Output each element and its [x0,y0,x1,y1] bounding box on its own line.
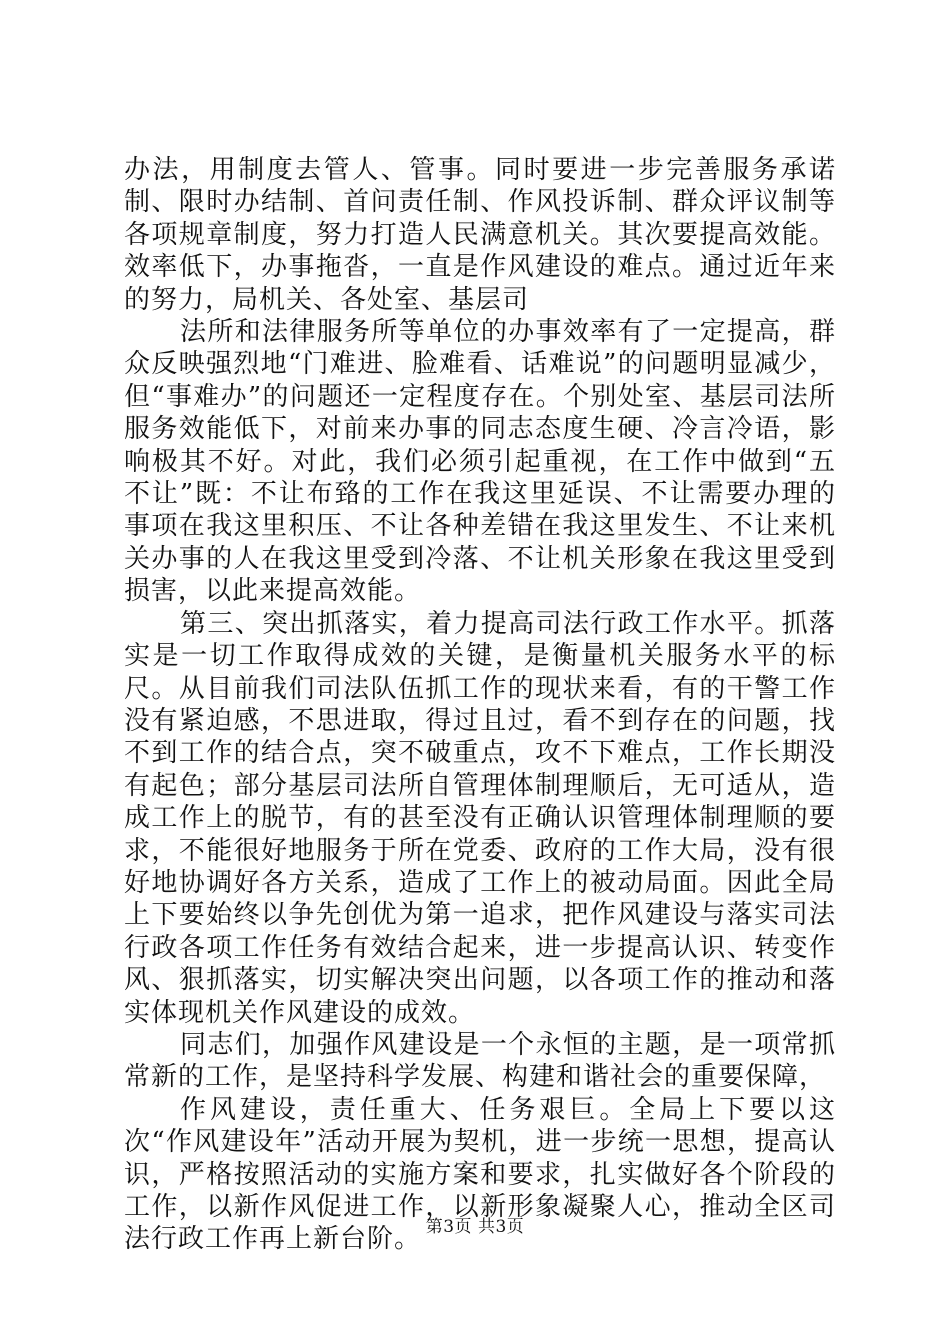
paragraph-4: 同志们，加强作风建设是一个永恒的主题，是一项常抓常新的工作，是坚持科学发展、构建和谐社会的重要保障， [124,1029,836,1093]
paragraph-1: 办法，用制度去管人、管事。同时要进一步完善服务承诺制、限时办结制、首问责任制、作风投诉制、群众评议制等各项规章制度，努力打造人民满意机关。其次要提高效能。效率低下，办事拖沓，一直是作风建设的难点。通过近年来的努力，局机关、各处室、基层司 [124,155,836,315]
paragraph-5: 作风建设，责任重大、任务艰巨。全局上下要以这次“作风建设年”活动开展为契机，进一步统一思想，提高认识，严格按照活动的实施方案和要求，扎实做好各个阶段的工作，以新作风促进工作，以新形象凝聚人心，推动全区司法行政工作再上新台阶。 [124,1094,836,1255]
page-footer: 第3页 共3页 [425,1217,525,1237]
paragraph-3: 第三、突出抓落实，着力提高司法行政工作水平。抓落实是一切工作取得成效的关键，是衡量机关服务水平的标尺。从目前我们司法队伍抓工作的现状来看，有的干警工作没有紧迫感，不思进取，得过且过，看不到存在的问题，找不到工作的结合点，突不破重点，攻不下难点，工作长期没有起色；部分基层司法所自管理体制理顺后，无可适从，造成工作上的脱节，有的甚至没有正确认识管理体制理顺的要求，不能很好地服务于所在党委、政府的工作大局，没有很好地协调好各方关系，造成了工作上的被动局面。因此全局上下要始终以争先创优为第一追求，把作风建设与落实司法行政各项工作任务有效结合起来，进一步提高认识、转变作风、狠抓落实，切实解决突出问题，以各项工作的推动和落实体现机关作风建设的成效。 [124,608,836,1028]
paragraph-2: 法所和法律服务所等单位的办事效率有了一定提高，群众反映强烈地“门难进、脸难看、话难说”的问题明显减少，但“事难办”的问题还一定程度存在。个别处室、基层司法所服务效能低下，对前来办事的同志态度生硬、冷言冷语，影响极其不好。对此，我们必须引起重视，在工作中做到“五不让”既：不让布臵的工作在我这里延误、不让需要办理的事项在我这里积压、不让各种差错在我这里发生、不让来机关办事的人在我这里受到冷落、不让机关形象在我这里受到损害，以此来提高效能。 [124,317,836,607]
document-body [124,154,836,1256]
